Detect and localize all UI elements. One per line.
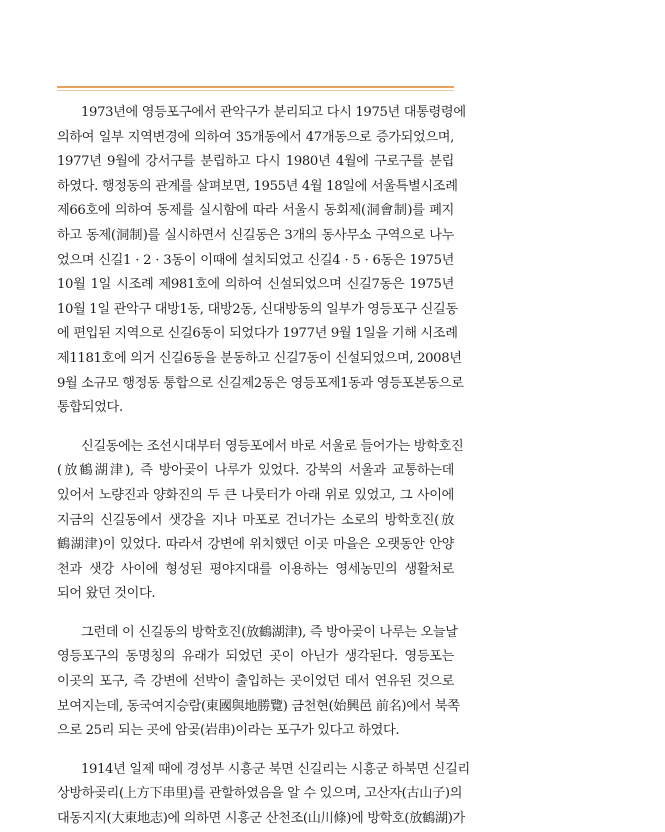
text-line: 었으며 신길1 · 2 · 3동이 이때에 설치되었고 신길4 · 5 · 6동은 1975년 — [57, 252, 454, 268]
text-line: 영등포구의 동명칭의 유래가 되었던 곳이 아닌가 생각된다. 영등포는 — [57, 649, 454, 665]
text-line: 지금의 신길동에서 샛강을 지나 마포로 건너가는 소로의 방학호진(放 — [57, 512, 454, 528]
header-rule — [57, 86, 454, 88]
text-line: 1914년 일제 때에 경성부 시흥군 북면 신길리는 시흥군 하북면 신길리 — [81, 761, 470, 777]
paragraph — [57, 101, 466, 421]
text-line: 10월 1일 관악구 대방1동, 대방2동, 신대방동의 일부가 영등포구 신길동 — [57, 301, 458, 317]
text-line: 鶴湖津)이 있었다. 따라서 강변에 위치했던 이곳 마을은 오랫동안 안양 — [57, 537, 454, 553]
text-line: 이곳의 포구, 즉 강변에 선박이 출입하는 곳이었던 데서 연유된 것으로 — [57, 674, 454, 690]
text-line: 상방하곶리(上方下串里)를 관할하였음을 알 수 있으며, 고산자(古山子)의 — [57, 786, 463, 802]
text-line: 있어서 노량진과 양화진의 두 큰 나룻터가 아래 위로 있었고, 그 사이에 — [57, 487, 454, 503]
text-line: 으로 25리 되는 곳에 암곶(岩串)이라는 포구가 있다고 하였다. — [57, 723, 400, 739]
text-line: 에 편입된 지역으로 신길6동이 되었다가 1977년 9월 1일을 기해 시조례 — [57, 326, 458, 342]
text-line: 의하여 일부 지역변경에 의하여 35개동에서 47개동으로 증가되었으며, — [57, 129, 454, 145]
text-line: 되어 왔던 것이다. — [57, 586, 156, 602]
text-line: 하고 동제(洞制)를 실시하면서 신길동은 3개의 동사무소 구역으로 나누 — [57, 227, 454, 243]
text-line: 10월 1일 시조례 제981호에 의하여 신설되었으며 신길7동은 1975년 — [57, 277, 454, 293]
text-line: 통합되었다. — [57, 400, 123, 416]
text-line: 그런데 이 신길동의 방학호진(放鶴湖津), 즉 방아곶이 나루는 오늘날 — [81, 624, 458, 640]
text-line: 대동지지(大東地志)에 의하면 시흥군 산천조(山川條)에 방학호(放鶴湖)가 — [57, 811, 465, 827]
text-line: (放鶴湖津), 즉 방아곶이 나루가 있었다. 강북의 서울과 교통하는데 — [57, 463, 454, 479]
paragraph — [57, 758, 470, 832]
header-rule-secondary — [57, 90, 454, 91]
paragraph — [57, 621, 460, 744]
text-line: 1977년 9월에 강서구를 분립하고 다시 1980년 4월에 구로구를 분립 — [57, 154, 454, 170]
text-line: 신길동에는 조선시대부터 영등포에서 바로 서울로 들어가는 방학호진 — [81, 438, 464, 454]
text-line: 천과 샛강 사이에 형성된 평야지대를 이용하는 영세농민의 생활처로 — [57, 561, 454, 577]
text-line: 제66호에 의하여 동제를 실시함에 따라 서울시 동회제(洞會制)를 폐지 — [57, 203, 454, 219]
text-line: 하였다. 행정동의 관계를 살펴보면, 1955년 4월 18일에 서울특별시조례 — [57, 178, 458, 194]
text-line: 1973년에 영등포구에서 관악구가 분리되고 다시 1975년 대통령령에 — [81, 105, 466, 120]
text-line: 제1181호에 의거 신길6동을 분동하고 신길7동이 신설되었으며, 2008년 — [57, 350, 462, 366]
body-text — [57, 101, 470, 832]
text-line: 보여지는데, 동국여지승람(東國與地勝覽) 금천현(始興邑 前名)에서 북쪽 — [57, 698, 460, 714]
text-line: 9월 소규모 행정동 통합으로 신길제2동은 영등포제1동과 영등포본동으로 — [57, 375, 464, 391]
paragraph — [57, 435, 464, 607]
